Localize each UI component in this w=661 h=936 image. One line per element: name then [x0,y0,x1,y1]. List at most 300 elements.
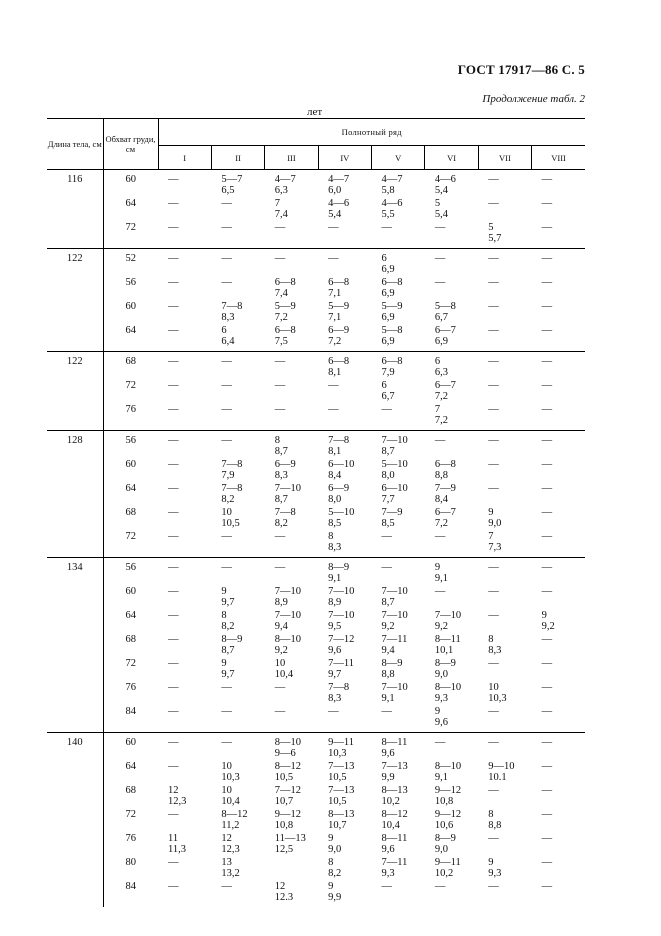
value-text: 5 5,4 [434,198,448,220]
value-text: — [488,253,499,264]
value-cell [478,378,531,402]
value-cell [532,584,585,608]
value-cell [211,831,264,855]
value-cell [318,352,371,379]
value-text: 6—7 6,9 [434,325,456,347]
value-text: — [168,459,179,470]
value-cell [478,558,531,585]
value-cell [318,220,371,249]
value-text: 8—12 10,4 [381,809,408,831]
value-cell [372,457,425,481]
table-row [47,855,585,879]
value-cell [425,402,478,431]
body-length-cell: 128 [47,431,103,458]
value-text: — [381,881,392,892]
value-cell [265,196,318,220]
value-cell [318,529,371,558]
value-text: — [381,222,392,233]
value-text: 7—8 8,3 [221,301,243,323]
value-cell [265,807,318,831]
value-text: 8—12 10,5 [274,761,301,783]
value-cell [372,608,425,632]
body-length-cell [47,275,103,299]
value-cell [318,378,371,402]
body-length-cell: 116 [47,170,103,197]
value-cell [372,378,425,402]
value-cell [372,656,425,680]
chest-girth-cell: 56 [103,431,158,458]
value-cell [478,759,531,783]
value-text: — [274,682,286,693]
body-length-cell [47,855,103,879]
header-body-length: Длина тела, см [47,119,103,170]
value-cell [158,196,211,220]
value-text: — [488,483,499,494]
document-reference: ГОСТ 17917—86 С. 5 [457,62,585,77]
value-text: 6—9 7,2 [328,325,350,347]
value-cell [158,220,211,249]
value-cell [372,170,425,197]
chest-girth-cell: 64 [103,323,158,352]
value-text: — [541,586,553,597]
value-cell [532,196,585,220]
value-cell [318,196,371,220]
value-cell [265,481,318,505]
value-text: 9—12 10,8 [434,785,462,807]
body-length-cell [47,196,103,220]
value-cell [158,481,211,505]
chest-girth-cell: 64 [103,759,158,783]
value-text: 5—8 6,9 [381,325,403,347]
header-chest-girth: Обхват груди, см [103,119,158,170]
value-cell [211,431,264,458]
value-cell [318,656,371,680]
value-cell [158,656,211,680]
value-text: 6 6,9 [381,253,395,275]
table-row [47,249,585,276]
value-text: 9—12 10,6 [434,809,462,831]
value-text: 8—10 9,3 [434,682,462,704]
value-cell [318,704,371,733]
value-cell [158,170,211,197]
value-text: 9 9,0 [328,833,342,855]
value-cell [478,431,531,458]
value-text: — [168,198,179,209]
value-text: 7 7,4 [274,198,288,220]
value-text: — [541,253,553,264]
value-text: 8—11 9,6 [381,833,408,855]
value-cell [211,352,264,379]
value-text: 7 7,2 [434,404,448,426]
value-cell [318,855,371,879]
value-cell [211,656,264,680]
value-cell [425,759,478,783]
value-cell [532,831,585,855]
value-text: 8—9 9,1 [328,562,350,584]
table-row [47,558,585,585]
value-text: — [221,222,232,233]
value-cell [158,529,211,558]
value-text: — [541,222,553,233]
value-text: 5—7 6,5 [221,174,243,196]
header-fullness-4: IV [318,146,371,170]
value-cell [478,608,531,632]
value-text: 4—6 5,4 [434,174,456,196]
body-length-cell [47,457,103,481]
value-text: 6 6,4 [221,325,235,347]
chest-girth-cell: 76 [103,402,158,431]
value-cell [372,759,425,783]
body-length-cell [47,608,103,632]
value-cell [318,299,371,323]
value-text: 7—10 8,9 [274,586,301,608]
value-cell [532,704,585,733]
value-text: — [168,682,179,693]
value-cell [158,431,211,458]
value-text: 9 9,2 [541,610,555,632]
value-text: — [381,562,392,573]
value-text: 7 7,3 [488,531,502,553]
value-text: — [221,737,232,748]
value-cell [532,299,585,323]
value-text: — [434,277,446,288]
value-cell [265,457,318,481]
value-text: 8 8,3 [328,531,342,553]
body-length-cell [47,481,103,505]
value-text: — [541,634,553,645]
value-text: — [221,198,232,209]
value-text: — [488,610,499,621]
value-cell [532,170,585,197]
value-cell [532,855,585,879]
value-cell [158,584,211,608]
years-label: лет [307,106,323,118]
value-text: — [221,277,232,288]
value-cell [211,275,264,299]
value-text: 6—7 7,2 [434,380,456,402]
value-cell [478,733,531,760]
table-row [47,656,585,680]
value-text: 6—8 7,1 [328,277,350,299]
table-continuation-label: Продолжение табл. 2 [482,93,585,105]
value-cell [318,831,371,855]
value-cell [532,481,585,505]
value-text: — [541,833,553,844]
table-row [47,481,585,505]
value-cell [158,457,211,481]
value-text: 8—11 9,6 [381,737,408,759]
value-text: — [168,380,179,391]
body-length-cell [47,879,103,907]
value-cell [211,733,264,760]
table-row [47,323,585,352]
value-cell [372,220,425,249]
value-text: — [274,531,286,542]
value-text: 7—9 8,4 [434,483,456,505]
value-text: 9 9,1 [434,562,448,584]
header-fullness-2: II [211,146,264,170]
value-text: 13 13,2 [221,857,240,879]
value-cell [532,783,585,807]
value-cell [478,481,531,505]
value-cell [158,402,211,431]
value-cell [211,481,264,505]
value-cell [318,879,371,907]
chest-girth-cell: 60 [103,733,158,760]
table-row [47,807,585,831]
value-cell [425,505,478,529]
body-length-cell [47,632,103,656]
value-cell [425,584,478,608]
chest-girth-cell: 68 [103,783,158,807]
value-cell [425,457,478,481]
value-cell [372,855,425,879]
value-cell [478,783,531,807]
value-cell [425,879,478,907]
body-length-cell [47,584,103,608]
value-cell [265,632,318,656]
value-text: — [541,737,553,748]
value-cell [265,299,318,323]
value-text: — [168,881,179,892]
value-cell [265,879,318,907]
value-cell [318,759,371,783]
value-text: 6 6,7 [381,380,395,402]
value-text: — [221,435,232,446]
value-cell [372,680,425,704]
chest-girth-cell: 60 [103,170,158,197]
value-cell [372,402,425,431]
body-length-cell [47,656,103,680]
chest-girth-cell: 72 [103,656,158,680]
value-cell [478,584,531,608]
value-cell [265,402,318,431]
value-cell [425,831,478,855]
value-cell [318,457,371,481]
value-cell [318,783,371,807]
value-cell [265,680,318,704]
value-text: — [221,562,232,573]
chest-girth-cell: 72 [103,529,158,558]
value-cell [425,704,478,733]
value-text: — [221,404,232,415]
value-text: 6—8 6,9 [381,277,403,299]
value-cell [211,378,264,402]
value-text: 10 10,3 [488,682,507,704]
table-row [47,220,585,249]
value-cell [478,275,531,299]
value-text: — [221,682,232,693]
value-text: — [541,531,553,542]
value-text: 6—8 8,8 [434,459,456,481]
value-cell [425,249,478,276]
value-text: 5—9 7,1 [328,301,350,323]
value-text: — [221,380,232,391]
value-cell [318,249,371,276]
value-text: 7—11 9,3 [381,857,408,879]
value-cell [372,481,425,505]
value-cell [532,879,585,907]
value-cell [478,656,531,680]
value-cell [265,656,318,680]
value-text: — [541,483,553,494]
body-length-cell [47,783,103,807]
chest-girth-cell: 56 [103,275,158,299]
value-cell [425,352,478,379]
value-text: 7—11 9,4 [381,634,408,656]
value-cell [158,632,211,656]
body-length-cell [47,220,103,249]
value-cell [425,529,478,558]
value-cell [372,505,425,529]
value-cell [211,505,264,529]
value-cell [158,759,211,783]
value-cell [318,632,371,656]
value-text: 7—10 9,2 [434,610,462,632]
body-length-cell [47,299,103,323]
value-cell [425,275,478,299]
value-cell [211,220,264,249]
value-cell [318,431,371,458]
chest-girth-cell: 68 [103,352,158,379]
value-cell [478,352,531,379]
value-text: 12 12,3 [221,833,240,855]
table-row [47,196,585,220]
value-text: — [488,459,499,470]
body-length-cell [47,323,103,352]
value-cell [425,733,478,760]
value-text: — [168,809,179,820]
value-text: 7—10 9,5 [328,610,355,632]
value-cell [478,632,531,656]
header-fullness-7: VII [478,146,531,170]
value-cell [211,759,264,783]
table-row [47,378,585,402]
value-text: — [381,706,392,717]
value-text: 8—9 8,8 [381,658,403,680]
value-cell [265,733,318,760]
value-text: — [541,404,553,415]
value-cell [532,457,585,481]
value-text: — [328,222,339,233]
chest-girth-cell: 76 [103,680,158,704]
value-cell [425,170,478,197]
value-cell [372,632,425,656]
body-length-cell [47,831,103,855]
value-cell [425,378,478,402]
value-text: — [381,531,392,542]
value-cell [211,529,264,558]
value-cell [478,249,531,276]
table-row [47,505,585,529]
value-cell [318,323,371,352]
value-text: 4—7 5,8 [381,174,403,196]
value-cell [318,584,371,608]
value-text: — [168,404,179,415]
value-cell [158,831,211,855]
value-text: 9—10 10.1 [488,761,515,783]
chest-girth-cell: 56 [103,558,158,585]
table-row [47,879,585,907]
value-cell [265,249,318,276]
value-text: — [168,483,179,494]
chest-girth-cell: 80 [103,855,158,879]
table-row [47,299,585,323]
value-text: — [328,706,339,717]
value-text: — [488,785,499,796]
value-text: — [488,706,499,717]
value-cell [158,323,211,352]
value-text: — [328,253,339,264]
value-text: 8—10 9,2 [274,634,301,656]
value-cell [425,680,478,704]
value-text: — [221,881,232,892]
value-cell [532,431,585,458]
value-text: 6—10 7,7 [381,483,408,505]
value-text: 8 8,7 [274,435,288,457]
table-row [47,704,585,733]
value-text: — [274,706,286,717]
value-cell [265,220,318,249]
value-text: 6 6,3 [434,356,448,378]
value-cell [532,378,585,402]
value-text: 9 9,3 [488,857,502,879]
value-text: — [168,737,179,748]
value-text: 7—10 9,4 [274,610,301,632]
value-text: — [274,356,286,367]
value-text: — [168,586,179,597]
value-text: 8 8,2 [328,857,342,879]
value-text: 5—8 6,7 [434,301,456,323]
value-text: — [168,658,179,669]
value-text: — [434,737,446,748]
value-text: 8—9 9,0 [434,658,456,680]
value-cell [158,249,211,276]
value-cell [532,352,585,379]
value-text: 8—13 10,7 [328,809,355,831]
value-cell [478,879,531,907]
value-cell [425,431,478,458]
value-cell [532,558,585,585]
value-text: — [434,881,446,892]
value-text: — [168,325,179,336]
value-cell [425,299,478,323]
table-row [47,431,585,458]
header-fullness-8: VIII [532,146,585,170]
value-cell [532,275,585,299]
value-text: 12 12,3 [168,785,187,807]
value-text: — [168,634,179,645]
value-cell [211,558,264,585]
value-cell [211,879,264,907]
value-text: 12 12.3 [274,881,294,903]
value-text: — [541,785,553,796]
body-length-cell [47,378,103,402]
value-cell [211,196,264,220]
value-text: 9 9,6 [434,706,448,728]
value-cell [318,680,371,704]
value-text: 11—13 12,5 [274,833,306,855]
value-text: 8 8,3 [488,634,502,656]
value-text: — [168,507,179,518]
value-text: 7—12 10,7 [274,785,301,807]
value-text: 7—13 10,5 [328,761,355,783]
value-text: — [541,435,553,446]
table-row [47,831,585,855]
chest-girth-cell: 76 [103,831,158,855]
value-text: — [274,222,286,233]
value-text: 10 10,5 [221,507,240,529]
